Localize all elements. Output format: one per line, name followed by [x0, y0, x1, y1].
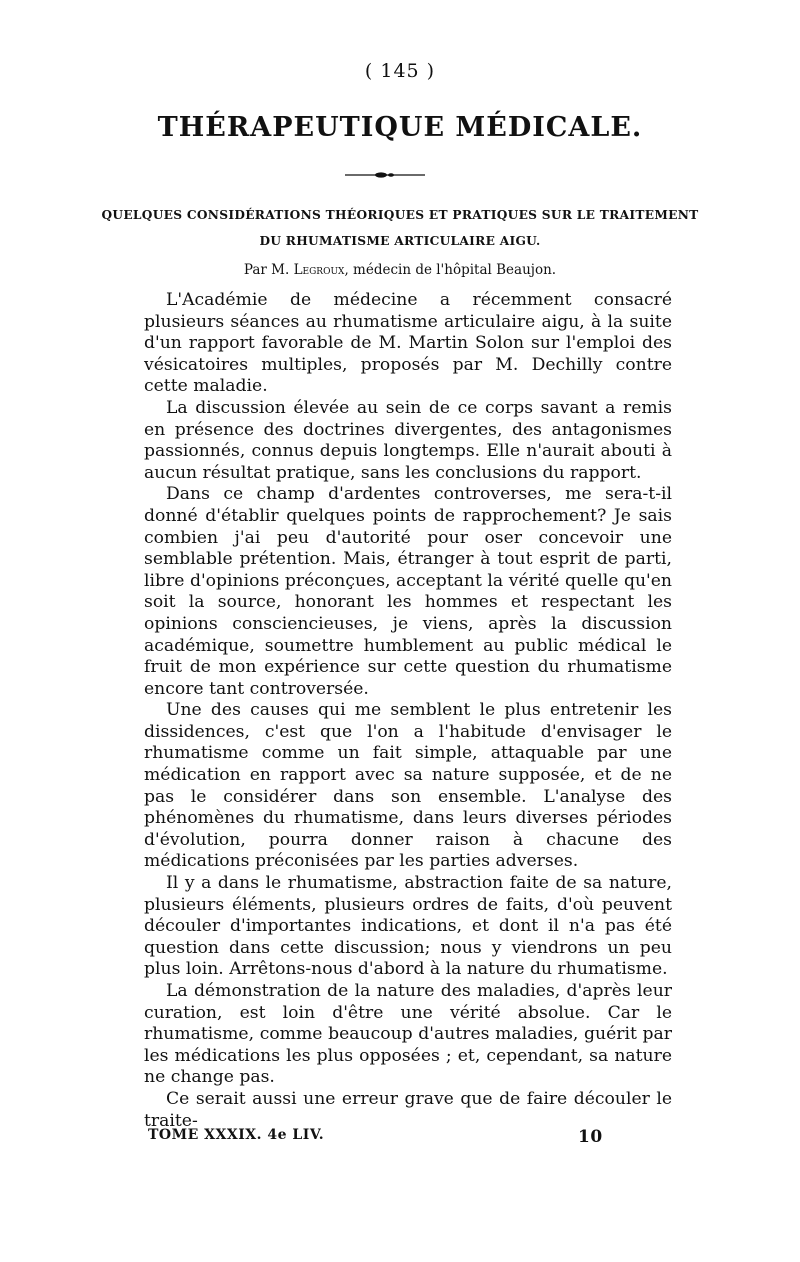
paragraph: Ce serait aussi une erreur grave que de faire découler le traite-: [144, 1088, 672, 1131]
paragraph: Il y a dans le rhumatisme, abstraction faite de sa nature, plusieurs éléments, plusieurs ordres de faits, d'où peuvent découler d'importantes indications, et dont il n'a pas été question dans cette discussion; nous y viendrons un peu plus loin. Arrêtons-nous d'abord à la nature du rhumatisme.: [144, 873, 672, 980]
article-title-line-1: QUELQUES CONSIDÉRATIONS THÉORIQUES ET PRATIQUES SUR LE TRAITEMENT: [101, 208, 699, 222]
article-body: [144, 290, 672, 1132]
paragraph: Dans ce champ d'ardentes controverses, me sera-t-il donné d'établir quelques points de rapprochement? Je sais combien j'ai peu d'autorité pour oser concevoir une semblable prétention. Mais, étranger à tout esprit de parti, libre d'opinions préconçues, acceptant la vérité quelle qu'en soit la source, honorant les hommes et respectant les opinions consciencieuses, je viens, après la discussion académique, soumettre humblement au public médical le fruit de mon expérience sur cette question du rhumatisme encore tant controversée.: [144, 484, 672, 699]
paragraph: La discussion élevée au sein de ce corps savant a remis en présence des doctrines divergentes, des antagonismes passionnés, connus depuis longtemps. Elle n'aurait abouti à aucun résultat pratique, sans les conclusions du rapport.: [144, 397, 672, 483]
page-number: ( 145 ): [364, 60, 436, 82]
byline-suffix: , médecin de l'hôpital Beaujon.: [344, 262, 557, 278]
byline: [0, 262, 800, 278]
folio-number: 10: [578, 1127, 603, 1147]
paragraph: Une des causes qui me semblent le plus entretenir les dissidences, c'est que l'on a l'habitude d'envisager le rhumatisme comme un fait simple, attaquable par une médication en rapport avec sa nature supposée, et de ne pas le considérer dans son ensemble. L'analyse des phénomènes du rhumatisme, dans leurs diverses périodes d'évolution, pourra donner raison à chacune des médications préconisées par les parties adverses.: [144, 700, 672, 872]
byline-prefix: Par M.: [243, 262, 294, 278]
author-name: Legroux: [293, 262, 345, 278]
ornament-divider: [345, 171, 425, 179]
article-title: [100, 202, 700, 254]
paragraph: La démonstration de la nature des maladies, d'après leur curation, est loin d'être une vérité absolue. Car le rhumatisme, comme beaucoup d'autres maladies, guérit par les médications les plus opposées ; et, cependant, sa nature ne change pas.: [144, 981, 672, 1088]
signature-mark: TOME XXXIX. 4e LIV.: [148, 1127, 325, 1143]
article-title-line-2: DU RHUMATISME ARTICULAIRE AIGU.: [259, 234, 541, 248]
section-title: THÉRAPEUTIQUE MÉDICALE.: [157, 112, 643, 143]
paragraph: L'Académie de médecine a récemment consacré plusieurs séances au rhumatisme articulaire aigu, à la suite d'un rapport favorable de M. Martin Solon sur l'emploi des vésicatoires multiples, proposés par M. Dechilly contre cette maladie.: [144, 290, 672, 397]
